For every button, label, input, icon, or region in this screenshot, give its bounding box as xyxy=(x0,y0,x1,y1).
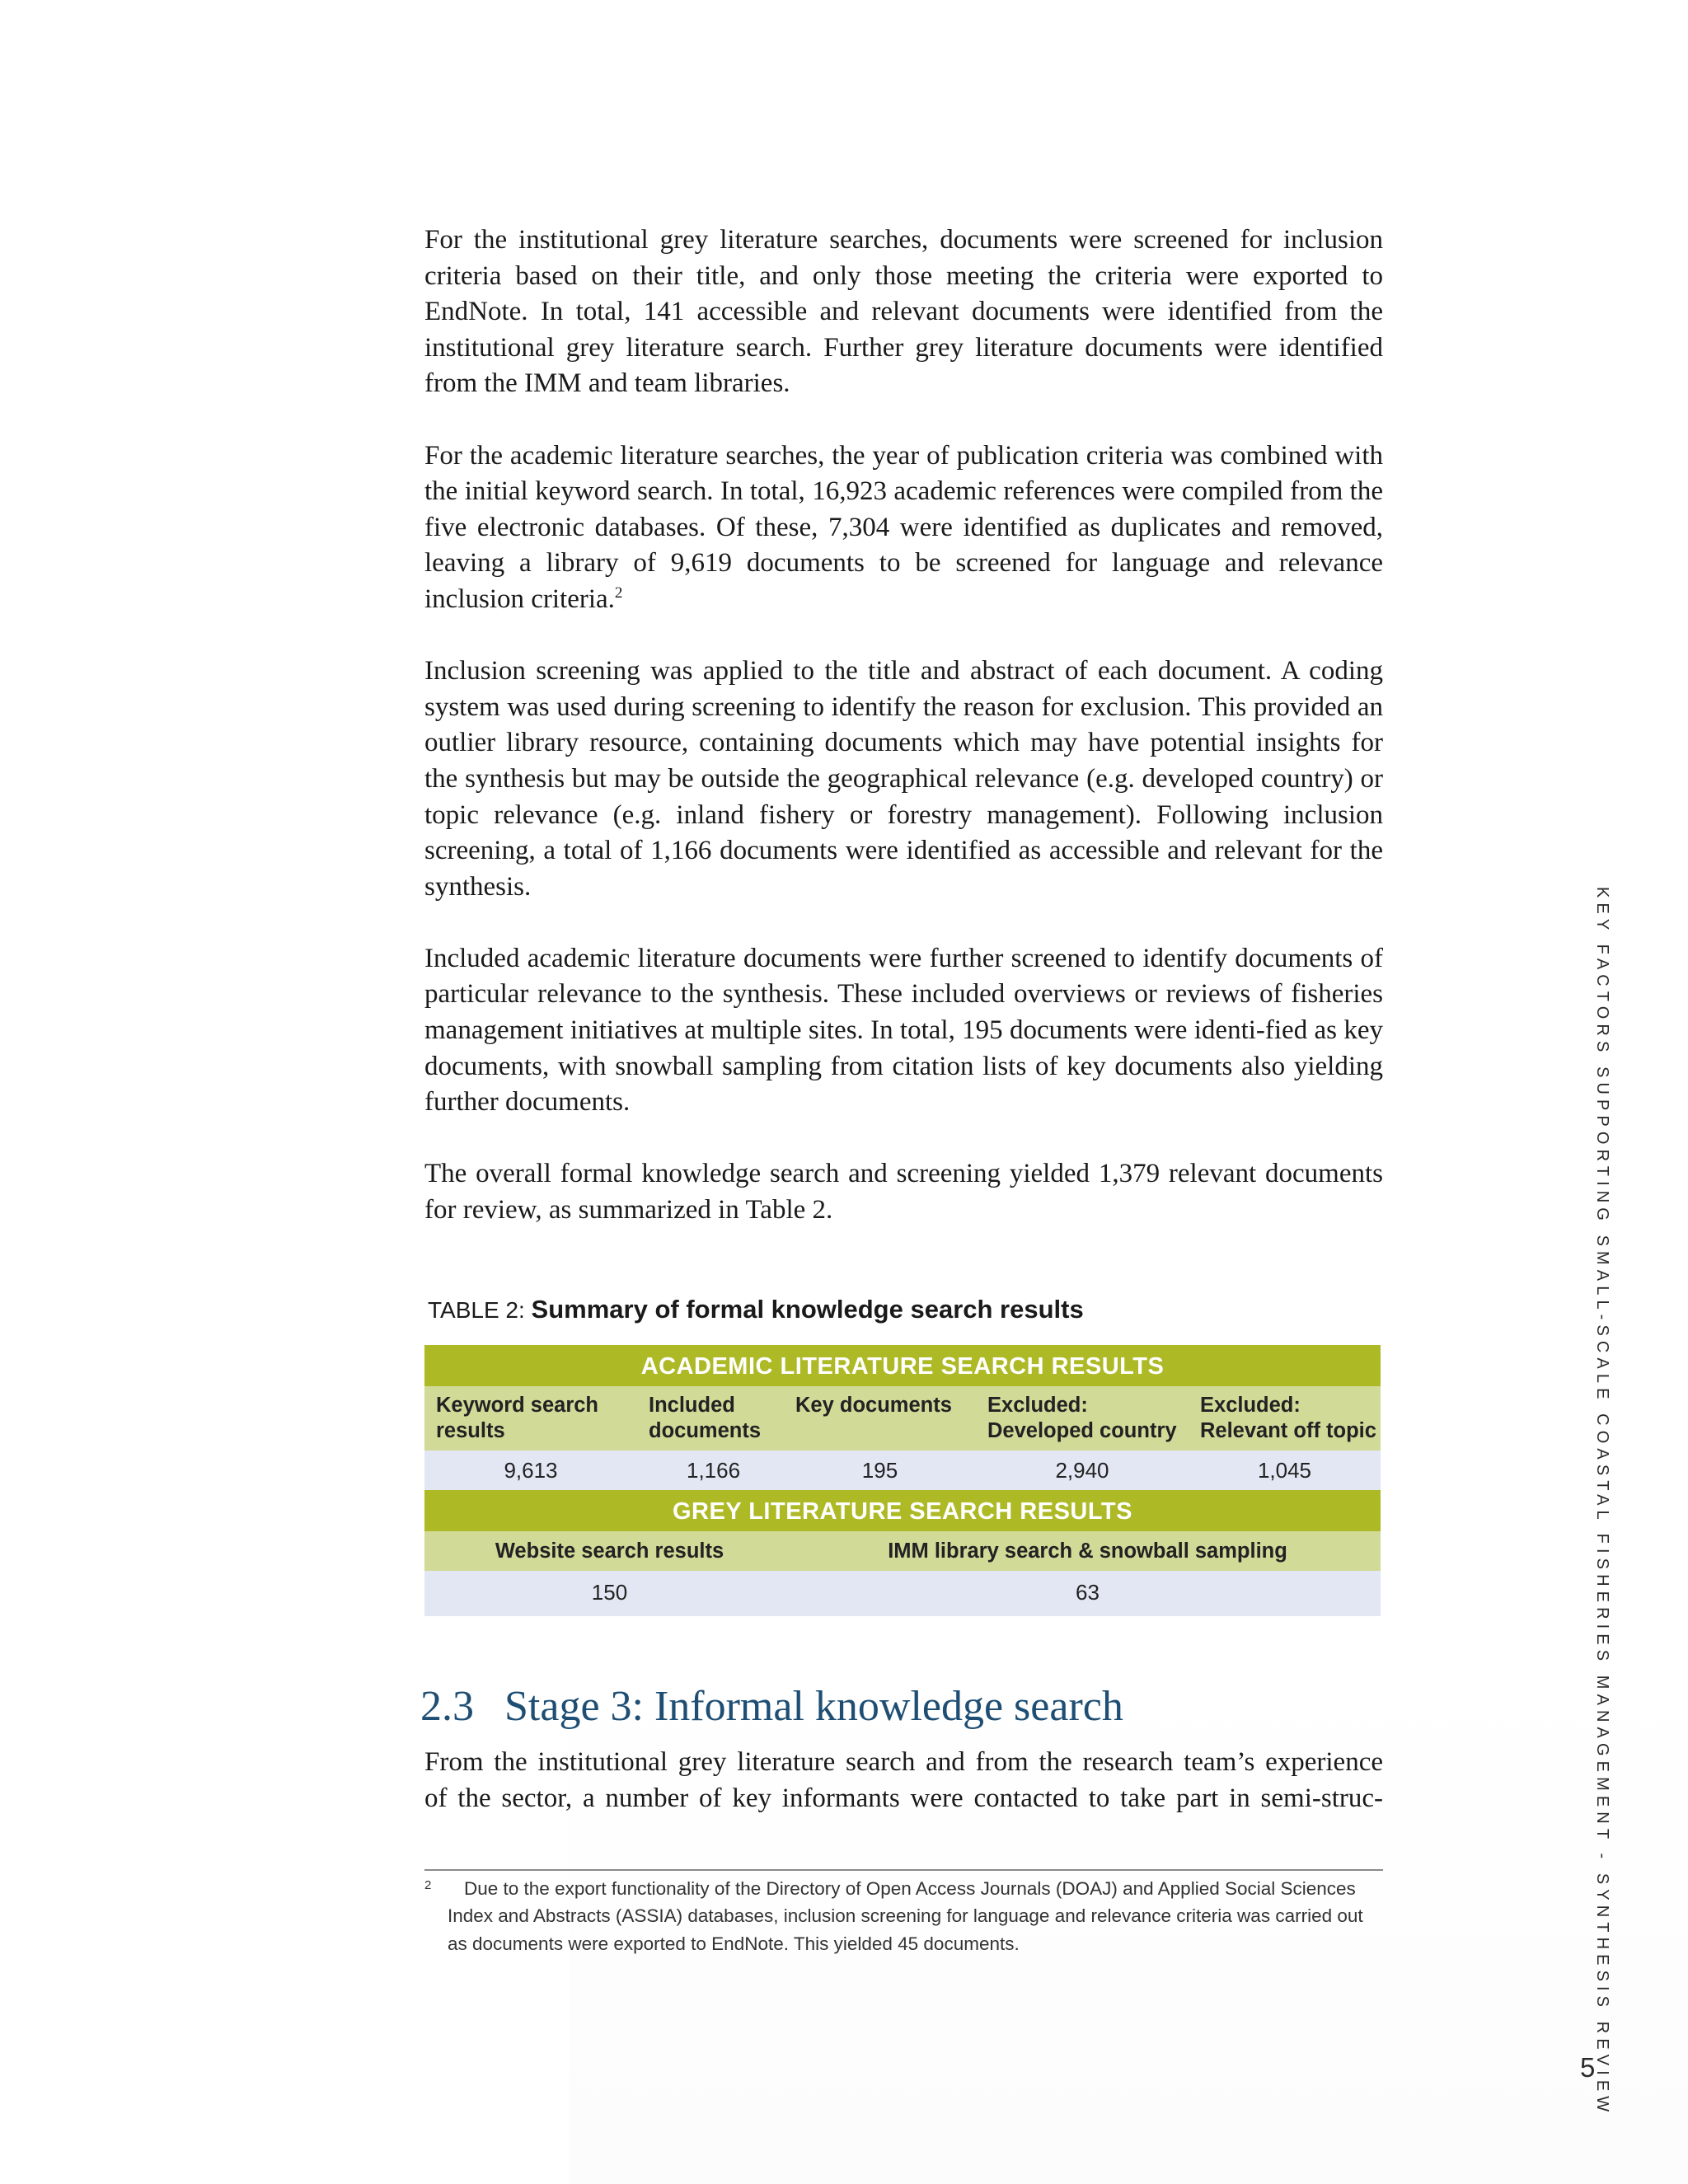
header-imm-library: IMM library search & snowball sampling xyxy=(888,1540,1287,1563)
academic-header-row xyxy=(424,1386,1381,1451)
body-text xyxy=(424,223,1383,1229)
value-included-documents: 1,166 xyxy=(687,1458,741,1483)
paragraph-3: Inclusion screening was applied to the title and abstract of each document. A coding system was used during screening to identify the reason for exclusion. This provided an outlier library resource, containing documents which may have potential insights for the synthesis but may be outside the geographical relevance (e.g. developed country) or topic relevance (e.g. inland fishery or forestry management). Following inclusion screening, a total of 1,166 documents were identified as accessible and relevant for the synthesis. xyxy=(424,656,1383,902)
paragraph-4: Included academic literature documents were further screened to identify documents of particular relevance to the synthesis. These included overviews or reviews of fisheries management initiatives at multiple sites. In total, 195 documents were identi-fied as key documents, with snowball sampling from citation lists of key documents also yielding further documents. xyxy=(424,943,1383,1118)
paragraph-1: For the institutional grey literature searches, documents were screened for inclusion criteria based on their title, and only those meeting the criteria were exported to EndNote. In total, 141 accessible and relevant documents were identified from the institutional grey literature search. Further grey literature documents were identified from the IMM and team libraries. xyxy=(424,225,1383,399)
section-body xyxy=(424,1745,1383,1816)
page-number: 5 xyxy=(1580,2052,1596,2083)
section-heading xyxy=(420,1682,1409,1731)
grey-header-row xyxy=(424,1531,1381,1571)
header-keyword-search: Keyword search results xyxy=(436,1394,599,1442)
academic-value-row xyxy=(424,1451,1381,1490)
footnote-divider xyxy=(424,1869,1383,1871)
value-key-documents: 195 xyxy=(861,1458,898,1483)
value-excluded-developed: 2,940 xyxy=(1055,1458,1109,1483)
grey-results-band: GREY LITERATURE SEARCH RESULTS xyxy=(424,1490,1381,1531)
table-caption xyxy=(428,1295,1084,1324)
running-side-title: KEY FACTORS SUPPORTING SMALL-SCALE COASTAL FISHERIES MANAGEMENT - SYNTHESIS REVIEW xyxy=(1593,887,1611,2117)
table-caption-title: Summary of formal knowledge search results xyxy=(531,1295,1084,1324)
footnote-text: Due to the export functionality of the Directory of Open Access Journals (DOAJ) and Applied Social Sciences Index and Abstracts (ASSIA) databases, inclusion screening for language and relevance criteria was carried out as documents were exported to EndNote. This yielded 45 documents. xyxy=(448,1878,1363,1954)
value-excluded-off-topic: 1,045 xyxy=(1257,1458,1312,1483)
paragraph-2-text: For the academic literature searches, the year of publication criteria was combined with the initial keyword search. In total, 16,923 academic references were compiled from the five electronic databases. Of these, 7,304 were identified as duplicates and removed, leaving a library of 9,619 documents to be screened for language and relevance inclusion criteria. xyxy=(424,440,1383,614)
value-website-search: 150 xyxy=(591,1580,628,1605)
header-key-documents: Key documents xyxy=(795,1394,952,1417)
paragraph-5: The overall formal knowledge search and screening yielded 1,379 relevant documents for review, as summarized in Table 2. xyxy=(424,1159,1383,1226)
section-title: Stage 3: Informal knowledge search xyxy=(504,1683,1123,1730)
academic-results-band: ACADEMIC LITERATURE SEARCH RESULTS xyxy=(424,1345,1381,1386)
footnote-mark: 2 xyxy=(424,1878,432,1892)
header-website-search: Website search results xyxy=(495,1540,724,1563)
footnote xyxy=(424,1875,1372,1957)
footnote-ref[interactable]: 2 xyxy=(614,583,623,602)
header-excluded-off-topic: Excluded: Relevant off topic xyxy=(1200,1394,1376,1442)
summary-table xyxy=(424,1345,1381,1616)
grey-value-row xyxy=(424,1571,1381,1616)
header-included-documents: Included documents xyxy=(649,1394,762,1442)
header-excluded-developed: Excluded: Developed country xyxy=(987,1394,1177,1442)
section-line-2: of the sector, a number of key informants were contacted to take part in semi-struc- xyxy=(424,1783,1383,1813)
section-line-1: From the institutional grey literature search and from the research team’s experience xyxy=(424,1747,1383,1777)
value-imm-library: 63 xyxy=(1076,1580,1100,1605)
section-number: 2.3 xyxy=(420,1683,474,1730)
value-keyword-search: 9,613 xyxy=(504,1458,558,1483)
table-caption-label: TABLE 2: xyxy=(428,1297,532,1323)
paragraph-2 xyxy=(424,438,1383,618)
